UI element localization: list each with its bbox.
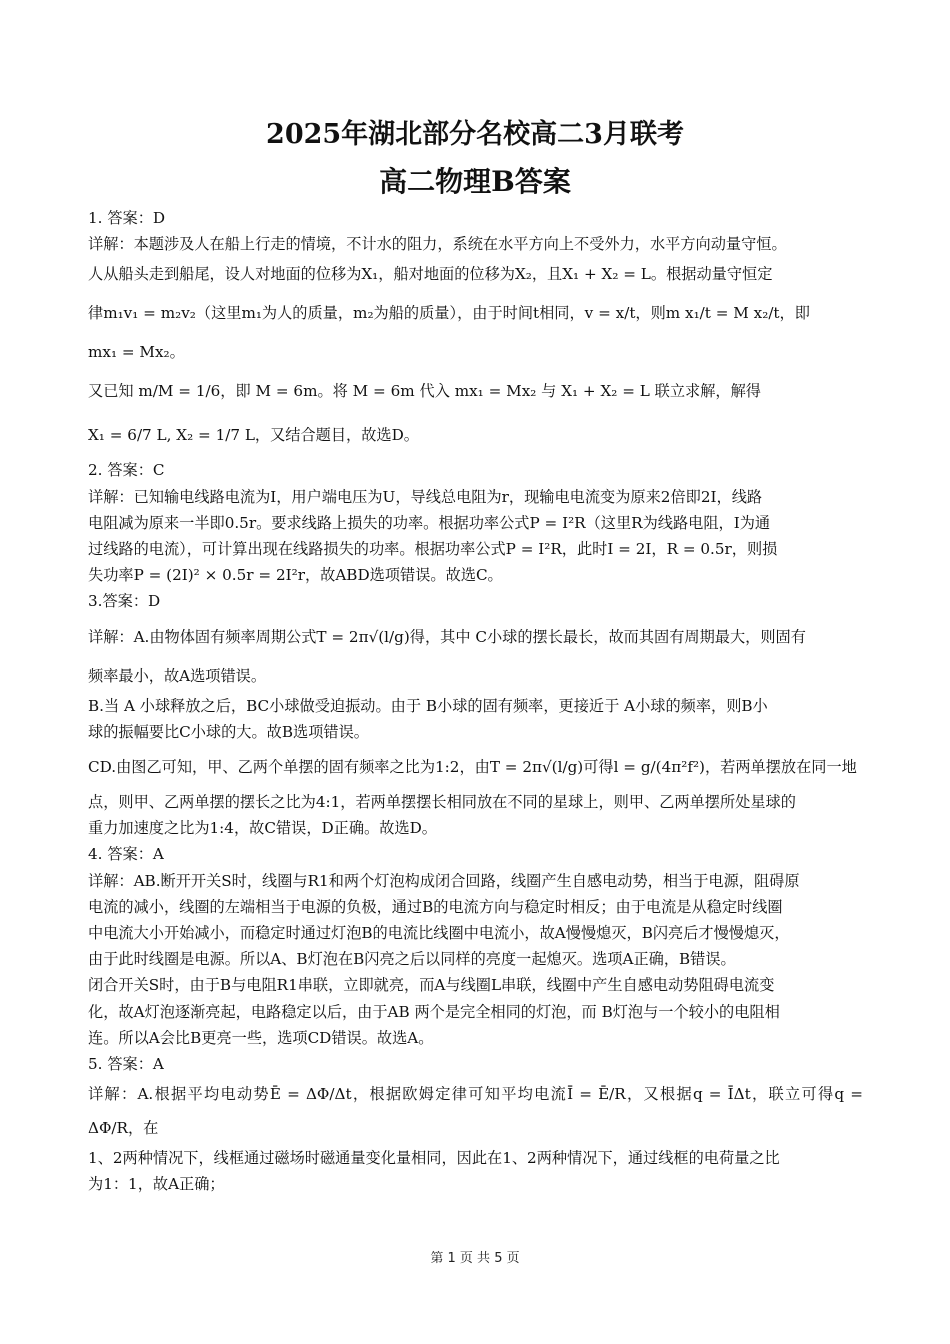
answer-line: 中电流大小开始减小，而稳定时通过灯泡B的电流比线圈中电流小，故A慢慢熄灭，B闪亮后才慢慢熄灭， xyxy=(88,924,790,943)
answer-line: 电阻减为原来一半即0.5r。要求线路上损失的功率。根据功率公式P = I²R（这里R为线路电阻，I为通 xyxy=(88,513,771,532)
answer-line: X₁ = 6/7 L, X₂ = 1/7 L，又结合题目，故选D。 xyxy=(88,426,419,445)
answer-heading: 2. 答案：C xyxy=(88,461,165,480)
page-number: 第 1 页 共 5 页 xyxy=(430,1251,520,1266)
answer-line: 连。所以A会比B更亮一些，选项CD错误。故选A。 xyxy=(88,1028,434,1047)
document-subtitle: 高二物理B答案 xyxy=(379,165,571,198)
answer-line: mx₁ = Mx₂。 xyxy=(88,343,185,362)
document-title: 2025年湖北部分名校高二3月联考 xyxy=(266,119,684,150)
answer-content xyxy=(88,205,863,1198)
answer-line: 点，则甲、乙两单摆的摆长之比为4:1，若两单摆摆长相同放在不同的星球上，则甲、乙两单摆所处星球的 xyxy=(88,793,796,812)
answer-line: 闭合开关S时，由于B与电阻R1串联，立即就亮，而A与线圈L串联，线圈中产生自感电动势阻碍电流变 xyxy=(88,976,775,995)
answer-line: 详解：已知输电线路电流为I，用户端电压为U，导线总电阻为r，现输电电流变为原来2倍即2I，线路 xyxy=(88,487,763,506)
answer-line: 详解：本题涉及人在船上行走的情境，不计水的阻力，系统在水平方向上不受外力，水平方向动量守恒。 xyxy=(88,235,787,254)
answer-line: 详解：A.由物体固有频率周期公式T = 2π√(l/g)得，其中 C小球的摆长最长，故而其固有周期最大，则固有 xyxy=(88,627,806,646)
answer-line: 重力加速度之比为1:4，故C错误，D正确。故选D。 xyxy=(88,819,437,838)
answer-line: 频率最小，故A选项错误。 xyxy=(88,666,267,685)
answer-line: 由于此时线圈是电源。所以A、B灯泡在B闪亮之后以同样的亮度一起熄灭。选项A正确，B错误。 xyxy=(88,950,736,969)
answer-line: 为1：1，故A正确； xyxy=(88,1175,225,1194)
answer-line: 球的振幅要比C小球的大。故B选项错误。 xyxy=(88,722,369,741)
answer-line: 又已知 m/M = 1/6，即 M = 6m。将 M = 6m 代入 mx₁ = Mx₂ 与 X₁ + X₂ = L 联立求解，解得 xyxy=(88,382,761,401)
answer-heading: 5. 答案：A xyxy=(88,1055,164,1074)
answer-line: CD.由图乙可知，甲、乙两个单摆的固有频率之比为1:2，由T = 2π√(l/g)可得l = g/(4π²f²)，若两单摆放在同一地 xyxy=(88,758,857,777)
answer-line: 化，故A灯泡逐渐亮起，电路稳定以后，由于AB 两个是完全相同的灯泡，而 B灯泡与一个较小的电阻相 xyxy=(88,1002,780,1021)
answer-line: B.当 A 小球释放之后，BC小球做受迫振动。由于 B小球的固有频率，更接近于 A小球的频率，则B小 xyxy=(88,696,768,715)
answer-heading: 3.答案：D xyxy=(88,592,161,611)
answer-line: 过线路的电流），可计算出现在线路损失的功率。根据功率公式P = I²R，此时I = 2I，R = 0.5r，则损 xyxy=(88,540,778,559)
answer-heading: 1. 答案：D xyxy=(88,209,166,227)
answer-heading: 4. 答案：A xyxy=(88,845,164,864)
answer-line: 详解：A.根据平均电动势Ē = ΔΦ/Δt，根据欧姆定律可知平均电流Ī = Ē/R，又根据q = ĪΔt，联立可得q = ΔΦ/R，在 xyxy=(88,1085,863,1138)
answer-line: 详解：AB.断开开关S时，线圈与R1和两个灯泡构成闭合回路，线圈产生自感电动势，相当于电源，阻碍原 xyxy=(88,871,800,890)
answer-line: 1、2两种情况下，线框通过磁场时磁通量变化量相同，因此在1、2两种情况下，通过线框的电荷量之比 xyxy=(88,1149,780,1168)
answer-line: 人从船头走到船尾，设人对地面的位移为X₁，船对地面的位移为X₂，且X₁ + X₂ = L。根据动量守恒定 xyxy=(88,265,773,284)
answer-line: 律m₁v₁ = m₂v₂（这里m₁为人的质量，m₂为船的质量），由于时间t相同，v = x/t，则m x₁/t = M x₂/t，即 xyxy=(88,304,810,323)
answer-line: 失功率P = (2I)² × 0.5r = 2I²r，故ABD选项错误。故选C。 xyxy=(88,566,503,585)
answer-line: 电流的减小，线圈的左端相当于电源的负极，通过B的电流方向与稳定时相反；由于电流是从稳定时线圈 xyxy=(88,897,783,916)
